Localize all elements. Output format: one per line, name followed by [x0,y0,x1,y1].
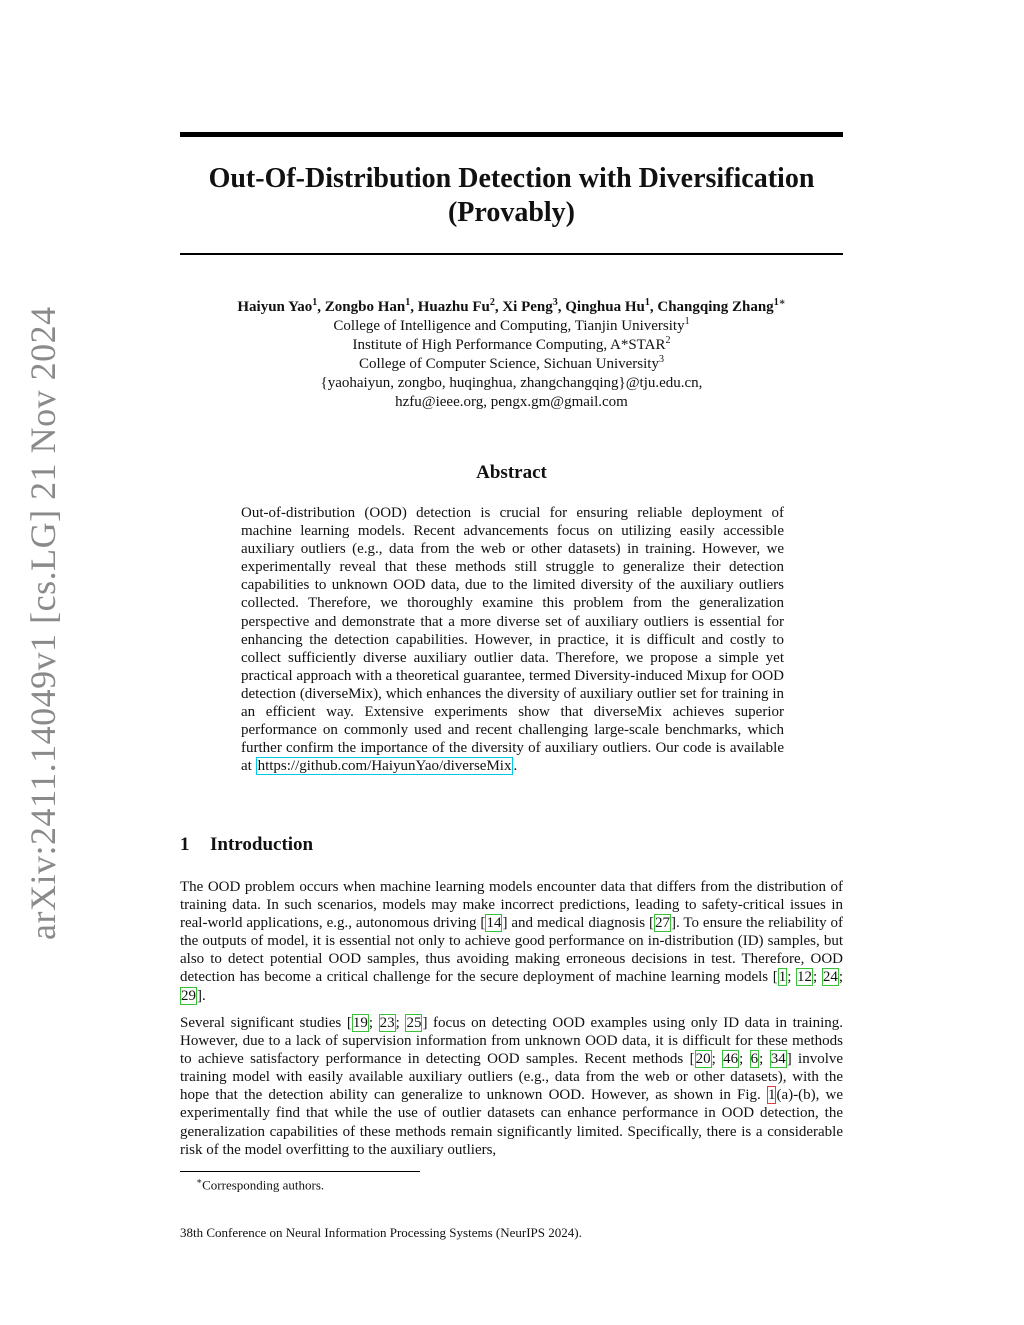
affiliation [180,336,843,355]
citation-link[interactable]: 25 [406,1015,422,1031]
text-run: ]. To ensure the reliability of the outputs of model, it is essential not only to achieve good performance on in-distribution (ID) samples, but also to detect potential OOD samples, thus avoiding making erroneous decisions in test. Therefore, OOD detection has become a critical challenge for the secure deployment of machine learning models [ [180,915,844,986]
footnote-rule [180,1171,420,1172]
author-sup: 2 [489,297,495,308]
emails-line-2: hzfu@ieee.org, pengx.gm@gmail.com [395,394,628,410]
author-block [180,298,843,412]
figure-link[interactable]: 1 [767,1087,776,1104]
paper-title [180,162,843,230]
code-link[interactable]: https://github.com/HaiyunYao/diverseMix [257,758,512,775]
author-name: Huazhu Fu [417,299,490,315]
abstract-end: . [513,758,518,775]
affiliation-text: Institute of High Performance Computing, A*STAR [352,337,666,353]
abstract-body [241,504,784,775]
citation-link[interactable]: 12 [797,969,813,986]
footnote-mark: ∗ [196,1176,203,1186]
affiliation-text: College of Intelligence and Computing, Tianjin University [333,318,685,334]
affiliation-sup: 3 [658,354,664,365]
arxiv-stamp [10,306,76,940]
author-sup: 1 [312,297,318,308]
author-sup: 3 [552,297,558,308]
text-run: The OOD problem occurs when machine learning models encounter data that differs from the distribution of training data. In such scenarios, models may make incorrect predictions, leading to safety-critical issues in real-world applications, e.g., autonomous driving [ [180,879,843,932]
text-run: (a)-(b), we experimentally find that while the use of outlier datasets can enhance performance in OOD detection, the generalization capabilities of these methods remain significantly limited. Specifically, there is a considerable risk of the model overfitting to the auxiliary outliers, [180,1087,843,1158]
venue-note: 38th Conference on Neural Information Processing Systems (NeurIPS 2024). [180,1225,582,1240]
affiliation-sup: 1 [684,316,690,327]
text-run: ] involve training model with easily available auxiliary outliers (e.g., data from the web or other datasets), with the hope that the detection ability can generalize to unknown OOD. However, as shown in Fig. [180,1051,844,1104]
citation-link[interactable]: 6 [750,1051,759,1068]
title-line-2: (Provably) [447,197,576,228]
text-run: Several significant studies [ [180,1015,352,1031]
abstract-text: Out-of-distribution (OOD) detection is crucial for ensuring reliable deployment of machine learning models. Recent advancements focus on utilizing easily accessible auxiliary outliers (e.g., data from the web or other datasets) in training. However, we experimentally reveal that these methods still struggle to generalize their detection capabilities to unknown OOD data, due to the limited diversity of the auxiliary outliers collected. Therefore, we thoroughly examine this problem from the generalization perspective and demonstrate that a more diverse set of auxiliary outliers is essential for enhancing the detection capabilities. However, in practice, it is difficult and costly to collect sufficiently diverse auxiliary outlier data. Therefore, we propose a simple yet practical approach with a theoretical guarantee, termed Diversity-induced Mixup for OOD detection (diverseMix), which enhances the diversity of auxiliary outlier set for training in an efficient way. Extensive experiments show that diverseMix achieves superior performance on commonly used and recent challenging large-scale benchmarks, which further confirm the importance of the diversity of auxiliary outliers. Our code is available at [241,505,784,775]
emails-line-1: {yaohaiyun, zongbo, huqinghua, zhangchangqing}@tju.edu.cn, [320,375,703,391]
citation-link[interactable]: 27 [654,915,670,932]
citation-link[interactable]: 1 [778,969,787,986]
footnote [196,1176,324,1193]
citation-link[interactable]: 24 [822,969,838,986]
text-run: ]. [197,987,206,1004]
arxiv-stamp-text: arXiv:2411.14049v1 [cs.LG] 21 Nov 2024 [23,306,63,940]
title-line-1: Out-Of-Distribution Detection with Diversification [208,163,815,194]
citation-link[interactable]: 46 [723,1051,739,1068]
section-title: Introduction [210,834,314,855]
citation-link[interactable]: 29 [181,987,196,1004]
title-rule-bottom [180,253,843,255]
author-names: Haiyun Yao$^1$, Zongbo Han$^1$, Huazhu Fu$^2$, Xi Peng$^3$, Qinghua Hu$^1$, Changqing Zhang$^{1∗}$ [237,297,786,315]
abstract-heading: Abstract [476,462,547,483]
title-rule-top [180,132,843,137]
section-heading [180,834,313,856]
author-name: Changqing Zhang [657,299,774,315]
text-run: ] and medical diagnosis [ [502,915,654,932]
affiliation-sup: 2 [665,335,671,346]
citation-link[interactable]: 19 [352,1015,368,1031]
author-name: Haiyun Yao [237,299,313,315]
citation-link[interactable]: 23 [379,1015,395,1031]
author-name: Zongbo Han [324,299,406,315]
text-run: ] focus on detecting OOD examples using only ID data in training. However, due to a lack of supervision information from unknown OOD data, it is difficult for these methods to achieve satisfactory performance in detecting OOD samples. Recent methods [ [180,1015,843,1068]
affiliation-text: College of Computer Science, Sichuan University [359,356,659,372]
intro-paragraph-1: The OOD problem occurs when machine learning models encounter data that differs from the distribution of training data. In such scenarios, models may make incorrect predictions, leading to safety-critical issues in real-world applications, e.g., autonomous driving [14] and medical diagnosis [27]. To ensure the reliability of the outputs of model, it is essential not only to achieve good performance on in-distribution (ID) samples, but also to detect potential OOD samples, thus avoiding making erroneous decisions in test. Therefore, OOD detection has become a critical challenge for the secure deployment of machine learning models [1; 12; 24; 29]. [180,879,844,1004]
author-sup: 1 [644,297,650,308]
author-name: Qinghua Hu [565,299,645,315]
author-sup: 1 [773,297,779,308]
citation-link[interactable]: 20 [695,1051,711,1068]
citation-link[interactable]: 14 [486,915,502,932]
author-name: Xi Peng [502,299,553,315]
intro-paragraph-2: Several significant studies [19; 23; 25] focus on detecting OOD examples using only ID data in training. However, due to a lack of supervision information from unknown OOD data, it is difficult for these methods to achieve satisfactory performance in detecting OOD samples. Recent methods [20; 46; 6; 34] involve training model with easily available auxiliary outliers (e.g., data from the web or other datasets), with the hope that the detection ability can generalize to unknown OOD. However, as shown in Fig. 1(a)-(b), we experimentally find that while the use of outlier datasets can enhance performance in OOD detection, the generalization capabilities of these methods remain significantly limited. Specifically, there is a considerable risk of the model overfitting to the auxiliary outliers, [180,1015,844,1158]
affiliation [180,317,843,336]
footnote-text: Corresponding authors. [202,1177,325,1193]
author-sup: 1 [405,297,411,308]
citation-link[interactable]: 34 [770,1051,786,1068]
affiliation [180,355,843,374]
section-number: 1 [180,834,190,855]
corresponding-mark: ∗ [778,297,786,308]
